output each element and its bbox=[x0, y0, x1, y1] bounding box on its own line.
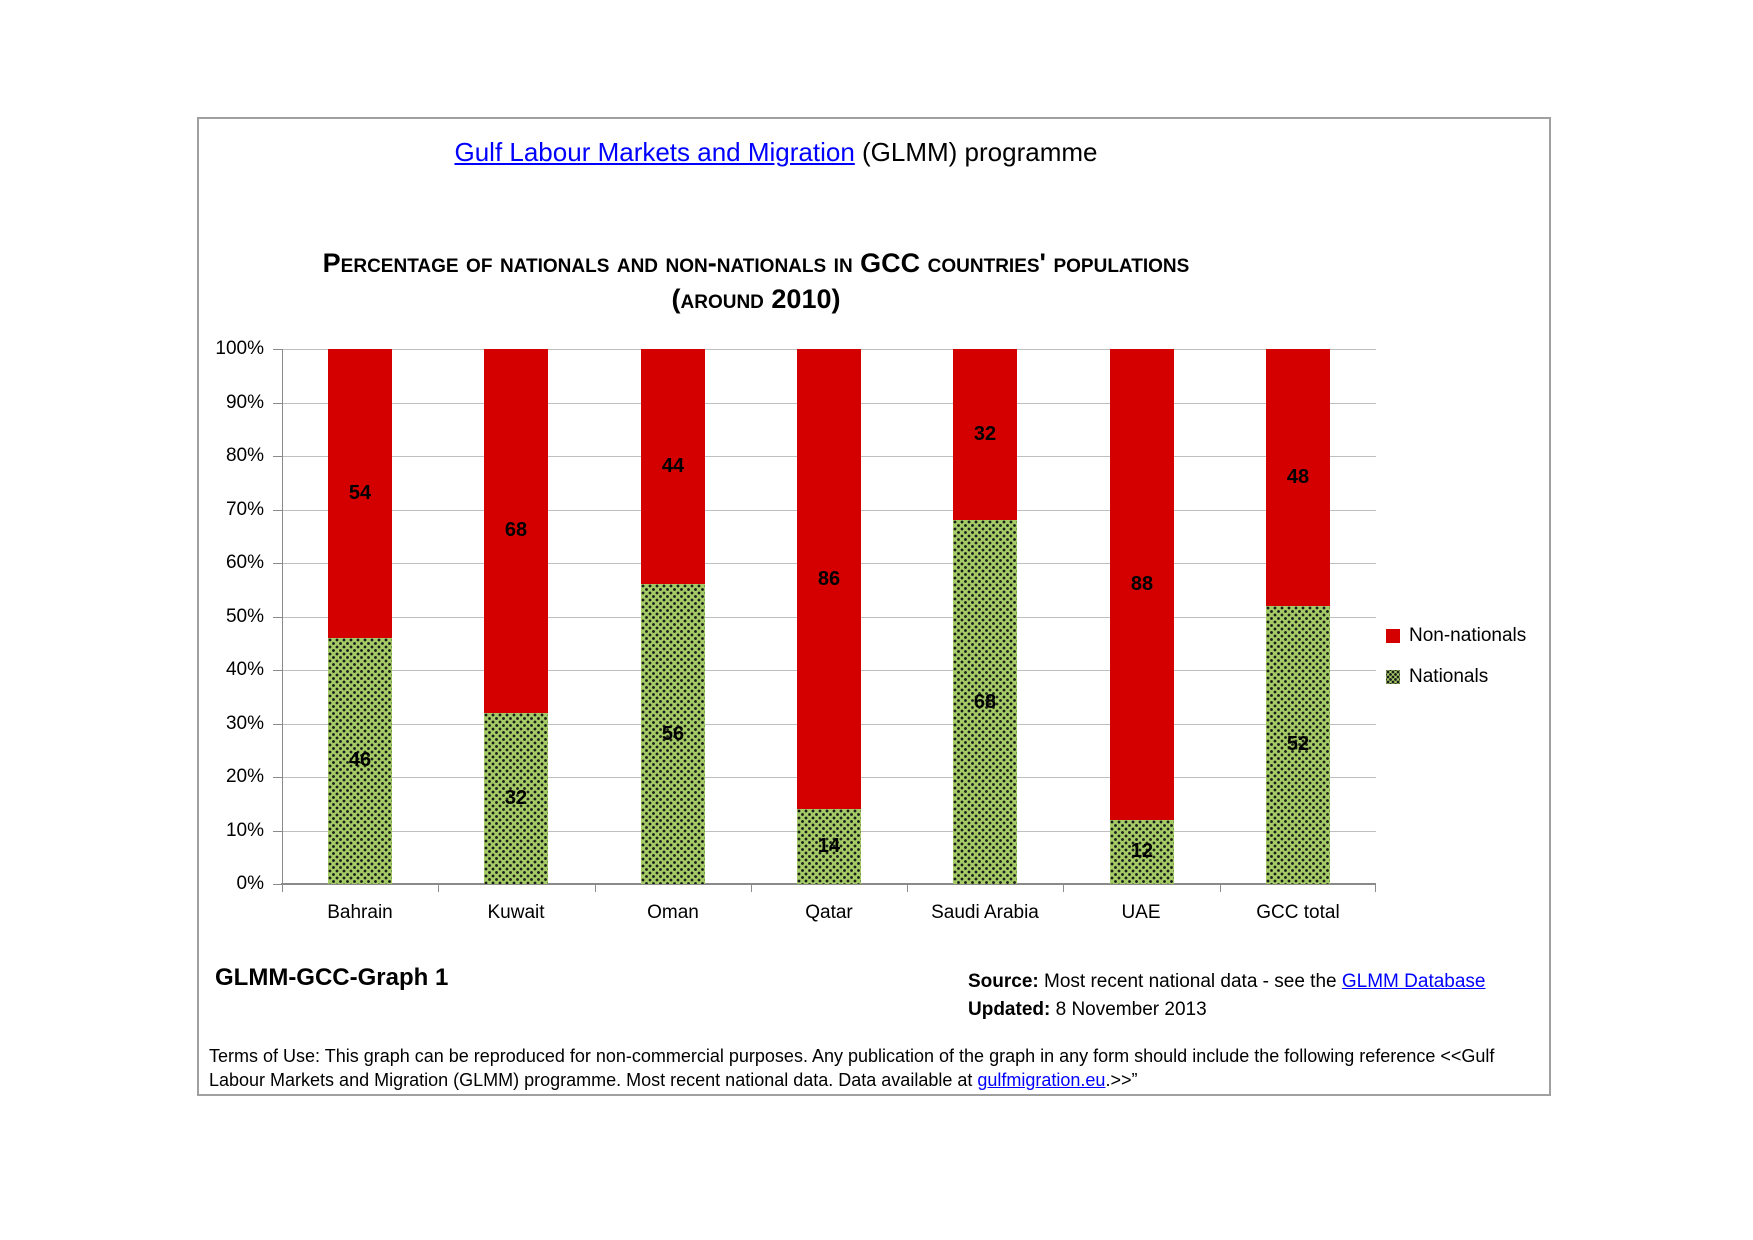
x-axis-label-qatar: Qatar bbox=[805, 902, 853, 923]
segment-non-nationals-oman bbox=[641, 349, 705, 584]
y-axis-tick bbox=[273, 670, 282, 671]
y-axis-label: 60% bbox=[225, 552, 264, 573]
source-text: Most recent national data - see the bbox=[1038, 971, 1342, 992]
x-axis-label-kuwait: Kuwait bbox=[487, 902, 545, 923]
y-axis-label: 40% bbox=[225, 659, 264, 680]
y-axis-tick bbox=[273, 831, 282, 832]
segment-non-nationals-uae bbox=[1110, 349, 1174, 820]
y-axis-tick bbox=[273, 349, 282, 350]
bar-oman bbox=[641, 349, 705, 884]
segment-nationals-qatar bbox=[797, 809, 861, 884]
x-axis-tick bbox=[595, 884, 596, 892]
page-title bbox=[199, 137, 1353, 168]
y-axis-line bbox=[282, 349, 283, 884]
segment-non-nationals-kuwait bbox=[484, 349, 548, 713]
segment-nationals-oman bbox=[641, 584, 705, 884]
y-axis-label: 0% bbox=[236, 873, 264, 894]
y-axis-label: 30% bbox=[225, 713, 264, 734]
updated-line bbox=[968, 996, 1486, 1024]
bar-value-label: 46 bbox=[348, 749, 372, 772]
segment-nationals-kuwait bbox=[484, 713, 548, 884]
terms-text-after: .>>” bbox=[1105, 1070, 1138, 1090]
chart-title bbox=[199, 245, 1313, 317]
chart-title-line2: (around 2010) bbox=[671, 284, 841, 314]
y-axis-tick bbox=[273, 777, 282, 778]
y-axis-label: 50% bbox=[225, 606, 264, 627]
bar-value-label: 52 bbox=[1286, 733, 1310, 756]
x-axis-label-gcc-total: GCC total bbox=[1256, 902, 1340, 923]
bar-value-label: 88 bbox=[1130, 572, 1154, 595]
y-axis-tick bbox=[273, 456, 282, 457]
bar-saudi-arabia bbox=[953, 349, 1017, 884]
terms-text-before: Terms of Use: This graph can be reproduced for non-commercial purposes. Any publication of the graph in any form should include the following reference <<Gulf Labour Markets and Migration (GLMM) programme. Most recent national data. Data available at bbox=[209, 1046, 1495, 1090]
segment-nationals-saudi-arabia bbox=[953, 520, 1017, 884]
y-axis-tick bbox=[273, 403, 282, 404]
legend-label-non-nationals: Non-nationals bbox=[1409, 625, 1527, 646]
gulfmigration-link[interactable]: gulfmigration.eu bbox=[977, 1070, 1106, 1090]
y-axis-tick bbox=[273, 724, 282, 725]
bar-kuwait bbox=[484, 349, 548, 884]
x-axis-label-saudi-arabia: Saudi Arabia bbox=[931, 902, 1039, 923]
document-frame bbox=[197, 117, 1551, 1096]
bar-value-label: 68 bbox=[973, 690, 997, 713]
y-axis-tick bbox=[273, 563, 282, 564]
source-label: Source: bbox=[968, 971, 1039, 992]
legend-swatch-nationals bbox=[1386, 670, 1400, 684]
legend-label-nationals: Nationals bbox=[1409, 666, 1489, 687]
source-line bbox=[968, 968, 1486, 996]
y-axis-label: 80% bbox=[225, 445, 264, 466]
y-axis-label: 20% bbox=[225, 766, 264, 787]
y-axis-label: 70% bbox=[225, 499, 264, 520]
segment-nationals-uae bbox=[1110, 820, 1174, 884]
segment-nationals-gcc-total bbox=[1266, 606, 1330, 884]
segment-non-nationals-qatar bbox=[797, 349, 861, 809]
x-axis-tick bbox=[282, 884, 283, 892]
x-axis-tick bbox=[1220, 884, 1221, 892]
y-axis-label: 90% bbox=[225, 392, 264, 413]
chart-legend bbox=[1386, 625, 1526, 707]
updated-value: 8 November 2013 bbox=[1050, 999, 1207, 1020]
y-axis-label: 10% bbox=[225, 820, 264, 841]
x-axis-label-uae: UAE bbox=[1121, 902, 1161, 923]
page-title-rest: (GLMM) programme bbox=[854, 137, 1098, 167]
bar-value-label: 86 bbox=[817, 567, 841, 590]
legend-item-non-nationals bbox=[1386, 625, 1526, 647]
bar-value-label: 32 bbox=[504, 786, 528, 809]
bar-value-label: 48 bbox=[1286, 465, 1310, 488]
plot-area bbox=[215, 338, 1376, 923]
bar-value-label: 54 bbox=[348, 481, 372, 504]
segment-non-nationals-saudi-arabia bbox=[953, 349, 1017, 520]
y-axis-label: 100% bbox=[215, 338, 264, 359]
updated-label: Updated: bbox=[968, 999, 1051, 1020]
bar-value-label: 32 bbox=[973, 423, 997, 446]
bar-value-label: 68 bbox=[504, 519, 528, 542]
x-axis-tick bbox=[751, 884, 752, 892]
segment-non-nationals-gcc-total bbox=[1266, 349, 1330, 606]
glmm-programme-link[interactable]: Gulf Labour Markets and Migration bbox=[454, 137, 855, 167]
bar-uae bbox=[1110, 349, 1174, 884]
x-axis-tick bbox=[438, 884, 439, 892]
bar-bahrain bbox=[328, 349, 392, 884]
legend-item-nationals bbox=[1386, 666, 1526, 688]
bar-value-label: 12 bbox=[1130, 840, 1154, 863]
source-block bbox=[968, 968, 1486, 1024]
bar-gcc-total bbox=[1266, 349, 1330, 884]
x-axis-label-oman: Oman bbox=[647, 902, 699, 923]
bar-value-label: 56 bbox=[661, 722, 685, 745]
segment-non-nationals-bahrain bbox=[328, 349, 392, 638]
terms-of-use bbox=[209, 1044, 1543, 1092]
x-axis-tick bbox=[1375, 884, 1376, 892]
glmm-database-link[interactable]: GLMM Database bbox=[1341, 971, 1486, 992]
chart-title-line1: Percentage of nationals and non-nationals in GCC countries' populations bbox=[322, 248, 1190, 278]
graph-id-label: GLMM-GCC-Graph 1 bbox=[215, 964, 449, 991]
bar-qatar bbox=[797, 349, 861, 884]
legend-swatch-non-nationals bbox=[1386, 629, 1400, 643]
x-axis-tick bbox=[1063, 884, 1064, 892]
segment-nationals-bahrain bbox=[328, 638, 392, 884]
x-axis-tick bbox=[907, 884, 908, 892]
x-axis-label-bahrain: Bahrain bbox=[327, 902, 393, 923]
bar-value-label: 14 bbox=[817, 835, 841, 858]
y-axis-tick bbox=[273, 510, 282, 511]
y-axis-tick bbox=[273, 617, 282, 618]
bar-value-label: 44 bbox=[661, 455, 685, 478]
